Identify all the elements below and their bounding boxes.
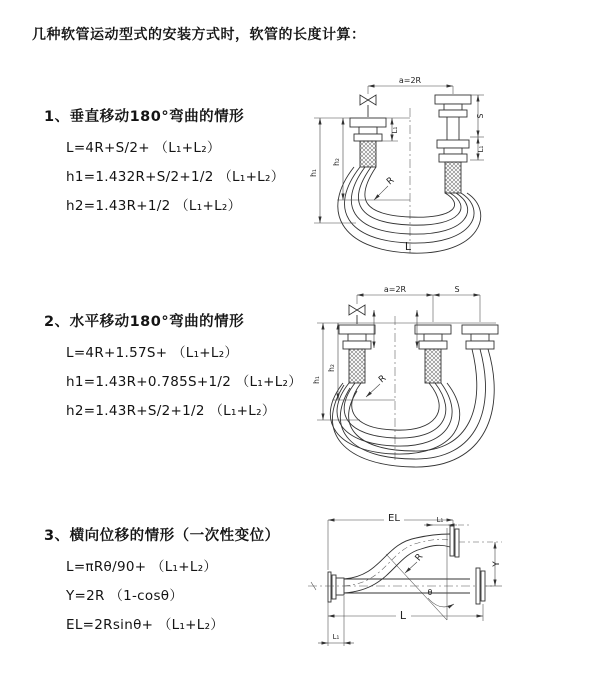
formula-3-Y: Y=2R （1-cosθ） <box>66 588 184 604</box>
formula-2-h2: h2=1.43R+S/2+1/2 （L₁+L₂） <box>66 403 276 419</box>
dim-label-radius-3: R <box>413 552 426 564</box>
dim-label-shift-d2: S <box>454 285 460 294</box>
formula-1-h1: h1=1.432R+S/2+1/2 （L₁+L₂） <box>66 169 285 185</box>
section-3 <box>44 524 314 640</box>
dim-label-h1-d2: h₁ <box>312 376 321 384</box>
section-3-heading: 3、横向位移的情形（一次性变位） <box>44 528 280 544</box>
dim-label-l1-left-d1: L₁ <box>391 126 399 134</box>
diagram-horizontal-180-bend <box>300 280 600 470</box>
dim-label-h2-d2: h₂ <box>327 364 336 372</box>
section-2-heading: 2、水平移动180°弯曲的情形 <box>44 314 245 330</box>
dim-label-theta: θ <box>427 588 433 597</box>
dim-label-l1-right-d1: L₁ <box>477 145 485 153</box>
formula-3-EL: EL=2Rsinθ+ （L₁+L₂） <box>66 617 225 633</box>
valve-icon <box>349 305 365 315</box>
formula-1-L: L=4R+S/2+ （L₁+L₂） <box>66 140 221 156</box>
formula-2-L: L=4R+1.57S+ （L₁+L₂） <box>66 345 239 361</box>
dim-label-a2r: a=2R <box>398 76 422 85</box>
dim-label-h1-d1: h₁ <box>309 169 318 177</box>
section-1 <box>44 105 314 221</box>
dim-label-s-d1: S <box>476 113 485 119</box>
formula-2-h1: h1=1.43R+0.785S+1/2 （L₁+L₂） <box>66 374 303 390</box>
braided-hose-left <box>349 349 365 383</box>
dim-label-l1-bottom: L₁ <box>332 633 340 641</box>
page-title: 几种软管运动型式的安装方式时，软管的长度计算： <box>32 27 366 43</box>
dim-label-el: EL <box>388 513 400 524</box>
formula-1-h2: h2=1.43R+1/2 （L₁+L₂） <box>66 198 242 214</box>
braided-hose-right <box>445 162 461 193</box>
diagram-lateral-displacement <box>300 500 600 675</box>
dim-label-radius-1: R <box>385 175 397 188</box>
dim-label-a2r-d2: a=2R <box>383 285 407 294</box>
section-2 <box>44 310 314 426</box>
formula-3-L: L=πRθ/90+ （L₁+L₂） <box>66 559 218 575</box>
dim-label-h2-d1: h₂ <box>332 158 341 166</box>
dim-label-y: Y <box>492 561 502 567</box>
diagram-vertical-180-bend <box>300 70 600 265</box>
dim-label-length-d1: L <box>404 240 412 253</box>
dim-label-radius-2: R <box>377 373 389 386</box>
dim-label-length-d3: L <box>399 609 407 622</box>
dim-label-l1-top: L₁ <box>436 516 444 524</box>
valve-icon <box>360 95 376 105</box>
braided-hose-middle <box>425 349 441 383</box>
braided-hose-left <box>360 141 376 167</box>
section-1-heading: 1、垂直移动180°弯曲的情形 <box>44 109 245 125</box>
